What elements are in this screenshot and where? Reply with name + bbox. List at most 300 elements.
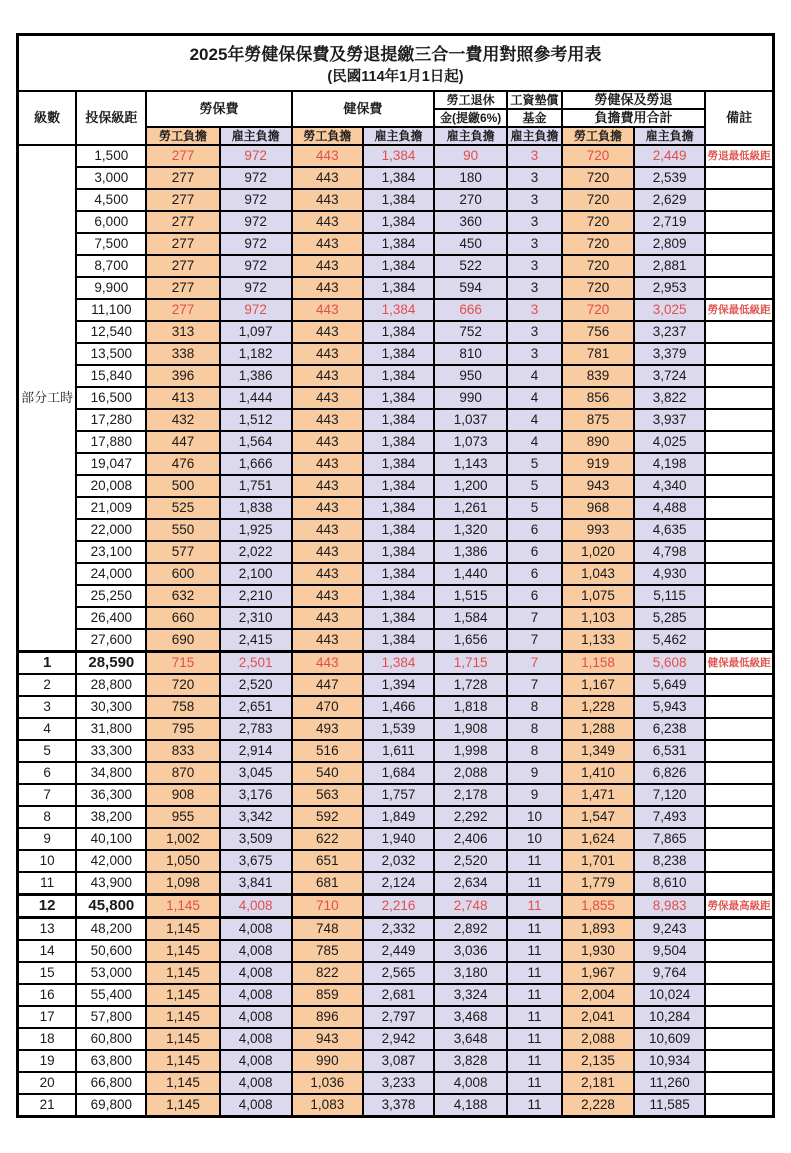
table-row: [18, 167, 774, 189]
value-cell: 2,124: [363, 872, 434, 895]
value-cell: 3,937: [634, 409, 705, 431]
table-row: [18, 475, 774, 497]
value-cell: 943: [562, 475, 634, 497]
bracket-cell: 34,800: [76, 762, 146, 784]
value-cell: 870: [146, 762, 219, 784]
premium-table: [16, 33, 775, 1118]
value-cell: 1,384: [363, 607, 434, 629]
value-cell: 720: [562, 189, 634, 211]
value-cell: 972: [220, 299, 292, 321]
subheader-pension-employer: 雇主負擔: [434, 127, 507, 145]
value-cell: 1,133: [562, 629, 634, 652]
table-row: [18, 189, 774, 211]
bracket-cell: 30,300: [76, 696, 146, 718]
value-cell: 2,681: [363, 984, 434, 1006]
value-cell: 6: [507, 519, 562, 541]
value-cell: 1,539: [363, 718, 434, 740]
value-cell: 2,100: [220, 563, 292, 585]
table-row: [18, 674, 774, 696]
table-row: [18, 607, 774, 629]
level-cell: 10: [18, 850, 77, 872]
value-cell: 10: [507, 806, 562, 828]
value-cell: 2,449: [363, 940, 434, 962]
value-cell: 1,384: [363, 211, 434, 233]
bracket-cell: 12,540: [76, 321, 146, 343]
value-cell: 972: [220, 255, 292, 277]
value-cell: 3: [507, 211, 562, 233]
table-row: [18, 563, 774, 585]
value-cell: 2,892: [434, 918, 507, 941]
remark-cell: [705, 233, 773, 255]
value-cell: 972: [220, 167, 292, 189]
value-cell: 1,145: [146, 962, 219, 984]
value-cell: 1,728: [434, 674, 507, 696]
table-row: [18, 387, 774, 409]
col-header-health-insurance: 健保費: [292, 91, 434, 127]
remark-cell: 勞保最低級距: [705, 299, 773, 321]
value-cell: 1,384: [363, 453, 434, 475]
value-cell: 1,073: [434, 431, 507, 453]
value-cell: 4,008: [220, 1094, 292, 1117]
value-cell: 9,243: [634, 918, 705, 941]
title-cell: [18, 35, 774, 92]
level-cell: 15: [18, 962, 77, 984]
col-header-pension-line1: 勞工退休: [434, 91, 507, 109]
level-cell: 21: [18, 1094, 77, 1117]
value-cell: 9,504: [634, 940, 705, 962]
remark-cell: [705, 850, 773, 872]
value-cell: 443: [292, 607, 363, 629]
value-cell: 9: [507, 784, 562, 806]
col-header-wage-fund-line1: 工資墊償: [507, 91, 562, 109]
remark-cell: [705, 740, 773, 762]
value-cell: 690: [146, 629, 219, 652]
value-cell: 2,178: [434, 784, 507, 806]
remark-cell: [705, 563, 773, 585]
value-cell: 4,340: [634, 475, 705, 497]
remark-cell: [705, 1006, 773, 1028]
bracket-cell: 48,200: [76, 918, 146, 941]
value-cell: 3,648: [434, 1028, 507, 1050]
remark-cell: [705, 409, 773, 431]
subheader-fund-employer: 雇主負擔: [507, 127, 562, 145]
remark-cell: [705, 541, 773, 563]
level-cell: 14: [18, 940, 77, 962]
value-cell: 443: [292, 343, 363, 365]
value-cell: 443: [292, 585, 363, 607]
value-cell: 443: [292, 321, 363, 343]
bracket-cell: 69,800: [76, 1094, 146, 1117]
value-cell: 1,145: [146, 1094, 219, 1117]
value-cell: 2,719: [634, 211, 705, 233]
value-cell: 90: [434, 145, 507, 167]
level-cell: 5: [18, 740, 77, 762]
level-cell: 13: [18, 918, 77, 941]
value-cell: 1,394: [363, 674, 434, 696]
value-cell: 10,024: [634, 984, 705, 1006]
value-cell: 822: [292, 962, 363, 984]
value-cell: 6: [507, 585, 562, 607]
value-cell: 2,415: [220, 629, 292, 652]
value-cell: 5: [507, 453, 562, 475]
value-cell: 10,284: [634, 1006, 705, 1028]
value-cell: 1,386: [220, 365, 292, 387]
value-cell: 1,384: [363, 652, 434, 675]
value-cell: 3,509: [220, 828, 292, 850]
value-cell: 5: [507, 475, 562, 497]
value-cell: 943: [292, 1028, 363, 1050]
table-row: [18, 784, 774, 806]
value-cell: 476: [146, 453, 219, 475]
value-cell: 443: [292, 211, 363, 233]
value-cell: 1,466: [363, 696, 434, 718]
value-cell: 1,145: [146, 918, 219, 941]
value-cell: 1,200: [434, 475, 507, 497]
remark-cell: [705, 784, 773, 806]
value-cell: 563: [292, 784, 363, 806]
table-row: [18, 497, 774, 519]
table-row: [18, 740, 774, 762]
value-cell: 516: [292, 740, 363, 762]
level-cell: 8: [18, 806, 77, 828]
value-cell: 2,292: [434, 806, 507, 828]
value-cell: 1,386: [434, 541, 507, 563]
value-cell: 1,967: [562, 962, 634, 984]
level-cell: 2: [18, 674, 77, 696]
remark-cell: 勞保最高級距: [705, 895, 773, 918]
value-cell: 3: [507, 277, 562, 299]
value-cell: 3,378: [363, 1094, 434, 1117]
value-cell: 1,998: [434, 740, 507, 762]
value-cell: 8,610: [634, 872, 705, 895]
value-cell: 1,384: [363, 299, 434, 321]
value-cell: 4,008: [220, 918, 292, 941]
table-row: [18, 872, 774, 895]
value-cell: 2,216: [363, 895, 434, 918]
level-cell: 17: [18, 1006, 77, 1028]
value-cell: 4,008: [220, 1050, 292, 1072]
value-cell: 2,501: [220, 652, 292, 675]
value-cell: 447: [146, 431, 219, 453]
value-cell: 2,022: [220, 541, 292, 563]
value-cell: 7: [507, 674, 562, 696]
table-row: [18, 277, 774, 299]
value-cell: 2,088: [562, 1028, 634, 1050]
value-cell: 1,656: [434, 629, 507, 652]
value-cell: 3: [507, 189, 562, 211]
value-cell: 7: [507, 652, 562, 675]
value-cell: 6,238: [634, 718, 705, 740]
subheader-health-employee: 勞工負擔: [292, 127, 363, 145]
value-cell: 443: [292, 541, 363, 563]
table-row: [18, 409, 774, 431]
value-cell: 1,145: [146, 940, 219, 962]
value-cell: 1,384: [363, 475, 434, 497]
value-cell: 1,097: [220, 321, 292, 343]
value-cell: 2,135: [562, 1050, 634, 1072]
value-cell: 7: [507, 629, 562, 652]
value-cell: 1,757: [363, 784, 434, 806]
value-cell: 5,462: [634, 629, 705, 652]
value-cell: 1,410: [562, 762, 634, 784]
value-cell: 3: [507, 321, 562, 343]
value-cell: 720: [562, 299, 634, 321]
remark-cell: [705, 585, 773, 607]
value-cell: 443: [292, 629, 363, 652]
value-cell: 660: [146, 607, 219, 629]
table-row: [18, 940, 774, 962]
value-cell: 2,809: [634, 233, 705, 255]
value-cell: 1,083: [292, 1094, 363, 1117]
value-cell: 1,384: [363, 343, 434, 365]
value-cell: 1,384: [363, 189, 434, 211]
remark-cell: [705, 828, 773, 850]
bracket-cell: 27,600: [76, 629, 146, 652]
value-cell: 752: [434, 321, 507, 343]
value-cell: 756: [562, 321, 634, 343]
value-cell: 2,629: [634, 189, 705, 211]
value-cell: 720: [562, 167, 634, 189]
remark-cell: [705, 475, 773, 497]
value-cell: 781: [562, 343, 634, 365]
value-cell: 9: [507, 762, 562, 784]
value-cell: 11: [507, 984, 562, 1006]
bracket-cell: 22,000: [76, 519, 146, 541]
value-cell: 1,512: [220, 409, 292, 431]
value-cell: 1,103: [562, 607, 634, 629]
value-cell: 1,182: [220, 343, 292, 365]
value-cell: 443: [292, 563, 363, 585]
value-cell: 277: [146, 255, 219, 277]
bracket-cell: 16,500: [76, 387, 146, 409]
level-cell: 1: [18, 652, 77, 675]
table-row: [18, 1094, 774, 1117]
value-cell: 3: [507, 167, 562, 189]
value-cell: 396: [146, 365, 219, 387]
subheader-total-employee: 勞工負擔: [562, 127, 634, 145]
value-cell: 443: [292, 189, 363, 211]
value-cell: 1,849: [363, 806, 434, 828]
value-cell: 6,826: [634, 762, 705, 784]
value-cell: 443: [292, 431, 363, 453]
remark-cell: [705, 321, 773, 343]
table-row: [18, 519, 774, 541]
value-cell: 313: [146, 321, 219, 343]
value-cell: 4,198: [634, 453, 705, 475]
value-cell: 720: [146, 674, 219, 696]
table-row: [18, 850, 774, 872]
value-cell: 972: [220, 277, 292, 299]
value-cell: 443: [292, 387, 363, 409]
table-row: [18, 652, 774, 675]
table-row: [18, 431, 774, 453]
bracket-cell: 20,008: [76, 475, 146, 497]
value-cell: 2,449: [634, 145, 705, 167]
value-cell: 9,764: [634, 962, 705, 984]
table-row: [18, 718, 774, 740]
value-cell: 4: [507, 365, 562, 387]
level-cell: 6: [18, 762, 77, 784]
value-cell: 2,210: [220, 585, 292, 607]
table-row: [18, 895, 774, 918]
value-cell: 1,384: [363, 255, 434, 277]
value-cell: 890: [562, 431, 634, 453]
table-row: [18, 1028, 774, 1050]
value-cell: 1,384: [363, 629, 434, 652]
value-cell: 7,120: [634, 784, 705, 806]
value-cell: 4,008: [220, 1006, 292, 1028]
value-cell: 1,320: [434, 519, 507, 541]
bracket-cell: 4,500: [76, 189, 146, 211]
value-cell: 1,838: [220, 497, 292, 519]
value-cell: 11: [507, 1094, 562, 1117]
level-cell: 7: [18, 784, 77, 806]
value-cell: 3: [507, 233, 562, 255]
value-cell: 2,783: [220, 718, 292, 740]
value-cell: 972: [220, 211, 292, 233]
value-cell: 443: [292, 475, 363, 497]
part-time-group-cell: 部分工時: [18, 145, 77, 652]
remark-cell: [705, 718, 773, 740]
value-cell: 795: [146, 718, 219, 740]
remark-cell: [705, 387, 773, 409]
table-row: [18, 453, 774, 475]
remark-cell: [705, 674, 773, 696]
value-cell: 1,384: [363, 497, 434, 519]
value-cell: 1,384: [363, 233, 434, 255]
value-cell: 856: [562, 387, 634, 409]
value-cell: 11: [507, 850, 562, 872]
table-row: [18, 233, 774, 255]
value-cell: 4,488: [634, 497, 705, 519]
value-cell: 447: [292, 674, 363, 696]
value-cell: 5: [507, 497, 562, 519]
bracket-cell: 42,000: [76, 850, 146, 872]
level-cell: 20: [18, 1072, 77, 1094]
value-cell: 1,145: [146, 1072, 219, 1094]
value-cell: 993: [562, 519, 634, 541]
value-cell: 1,384: [363, 145, 434, 167]
value-cell: 6: [507, 563, 562, 585]
bracket-cell: 24,000: [76, 563, 146, 585]
remark-cell: [705, 431, 773, 453]
value-cell: 2,181: [562, 1072, 634, 1094]
value-cell: 8: [507, 696, 562, 718]
value-cell: 8,238: [634, 850, 705, 872]
col-header-pension-line2: 金(提繳6%): [434, 109, 507, 127]
remark-cell: [705, 918, 773, 941]
value-cell: 10,609: [634, 1028, 705, 1050]
table-row: [18, 918, 774, 941]
value-cell: 1,779: [562, 872, 634, 895]
bracket-cell: 17,280: [76, 409, 146, 431]
level-cell: 12: [18, 895, 77, 918]
value-cell: 3,176: [220, 784, 292, 806]
value-cell: 11: [507, 872, 562, 895]
remark-cell: [705, 806, 773, 828]
value-cell: 5,943: [634, 696, 705, 718]
value-cell: 681: [292, 872, 363, 895]
value-cell: 3,237: [634, 321, 705, 343]
value-cell: 2,520: [434, 850, 507, 872]
value-cell: 4,188: [434, 1094, 507, 1117]
value-cell: 450: [434, 233, 507, 255]
value-cell: 443: [292, 277, 363, 299]
remark-cell: 勞退最低級距: [705, 145, 773, 167]
value-cell: 4: [507, 431, 562, 453]
remark-cell: [705, 1050, 773, 1072]
value-cell: 11,260: [634, 1072, 705, 1094]
value-cell: 968: [562, 497, 634, 519]
bracket-cell: 60,800: [76, 1028, 146, 1050]
value-cell: 7,865: [634, 828, 705, 850]
bracket-cell: 66,800: [76, 1072, 146, 1094]
value-cell: 2,942: [363, 1028, 434, 1050]
table-row: [18, 255, 774, 277]
value-cell: 2,228: [562, 1094, 634, 1117]
bracket-cell: 3,000: [76, 167, 146, 189]
value-cell: 11: [507, 1072, 562, 1094]
remark-cell: [705, 519, 773, 541]
col-header-remark: 備註: [705, 91, 773, 145]
value-cell: 1,564: [220, 431, 292, 453]
remark-cell: [705, 1028, 773, 1050]
level-cell: 3: [18, 696, 77, 718]
subheader-health-employer: 雇主負擔: [363, 127, 434, 145]
value-cell: 594: [434, 277, 507, 299]
value-cell: 522: [434, 255, 507, 277]
remark-cell: [705, 962, 773, 984]
value-cell: 443: [292, 409, 363, 431]
remark-cell: [705, 696, 773, 718]
table-row: [18, 343, 774, 365]
value-cell: 1,611: [363, 740, 434, 762]
value-cell: 1,145: [146, 1006, 219, 1028]
value-cell: 4: [507, 387, 562, 409]
value-cell: 443: [292, 255, 363, 277]
value-cell: 1,925: [220, 519, 292, 541]
value-cell: 919: [562, 453, 634, 475]
value-cell: 443: [292, 652, 363, 675]
table-row: [18, 299, 774, 321]
bracket-cell: 40,100: [76, 828, 146, 850]
value-cell: 972: [220, 233, 292, 255]
value-cell: 277: [146, 233, 219, 255]
value-cell: 3,828: [434, 1050, 507, 1072]
value-cell: 277: [146, 189, 219, 211]
remark-cell: [705, 277, 773, 299]
table-row: [18, 962, 774, 984]
remark-cell: [705, 984, 773, 1006]
bracket-cell: 19,047: [76, 453, 146, 475]
value-cell: 443: [292, 145, 363, 167]
value-cell: 525: [146, 497, 219, 519]
table-row: [18, 696, 774, 718]
table-row: [18, 1050, 774, 1072]
value-cell: 277: [146, 299, 219, 321]
value-cell: 1,818: [434, 696, 507, 718]
value-cell: 1,075: [562, 585, 634, 607]
value-cell: 2,881: [634, 255, 705, 277]
bracket-cell: 8,700: [76, 255, 146, 277]
value-cell: 4,008: [434, 1072, 507, 1094]
table-row: [18, 762, 774, 784]
value-cell: 1,384: [363, 321, 434, 343]
value-cell: 2,797: [363, 1006, 434, 1028]
value-cell: 859: [292, 984, 363, 1006]
bracket-cell: 36,300: [76, 784, 146, 806]
value-cell: 1,715: [434, 652, 507, 675]
